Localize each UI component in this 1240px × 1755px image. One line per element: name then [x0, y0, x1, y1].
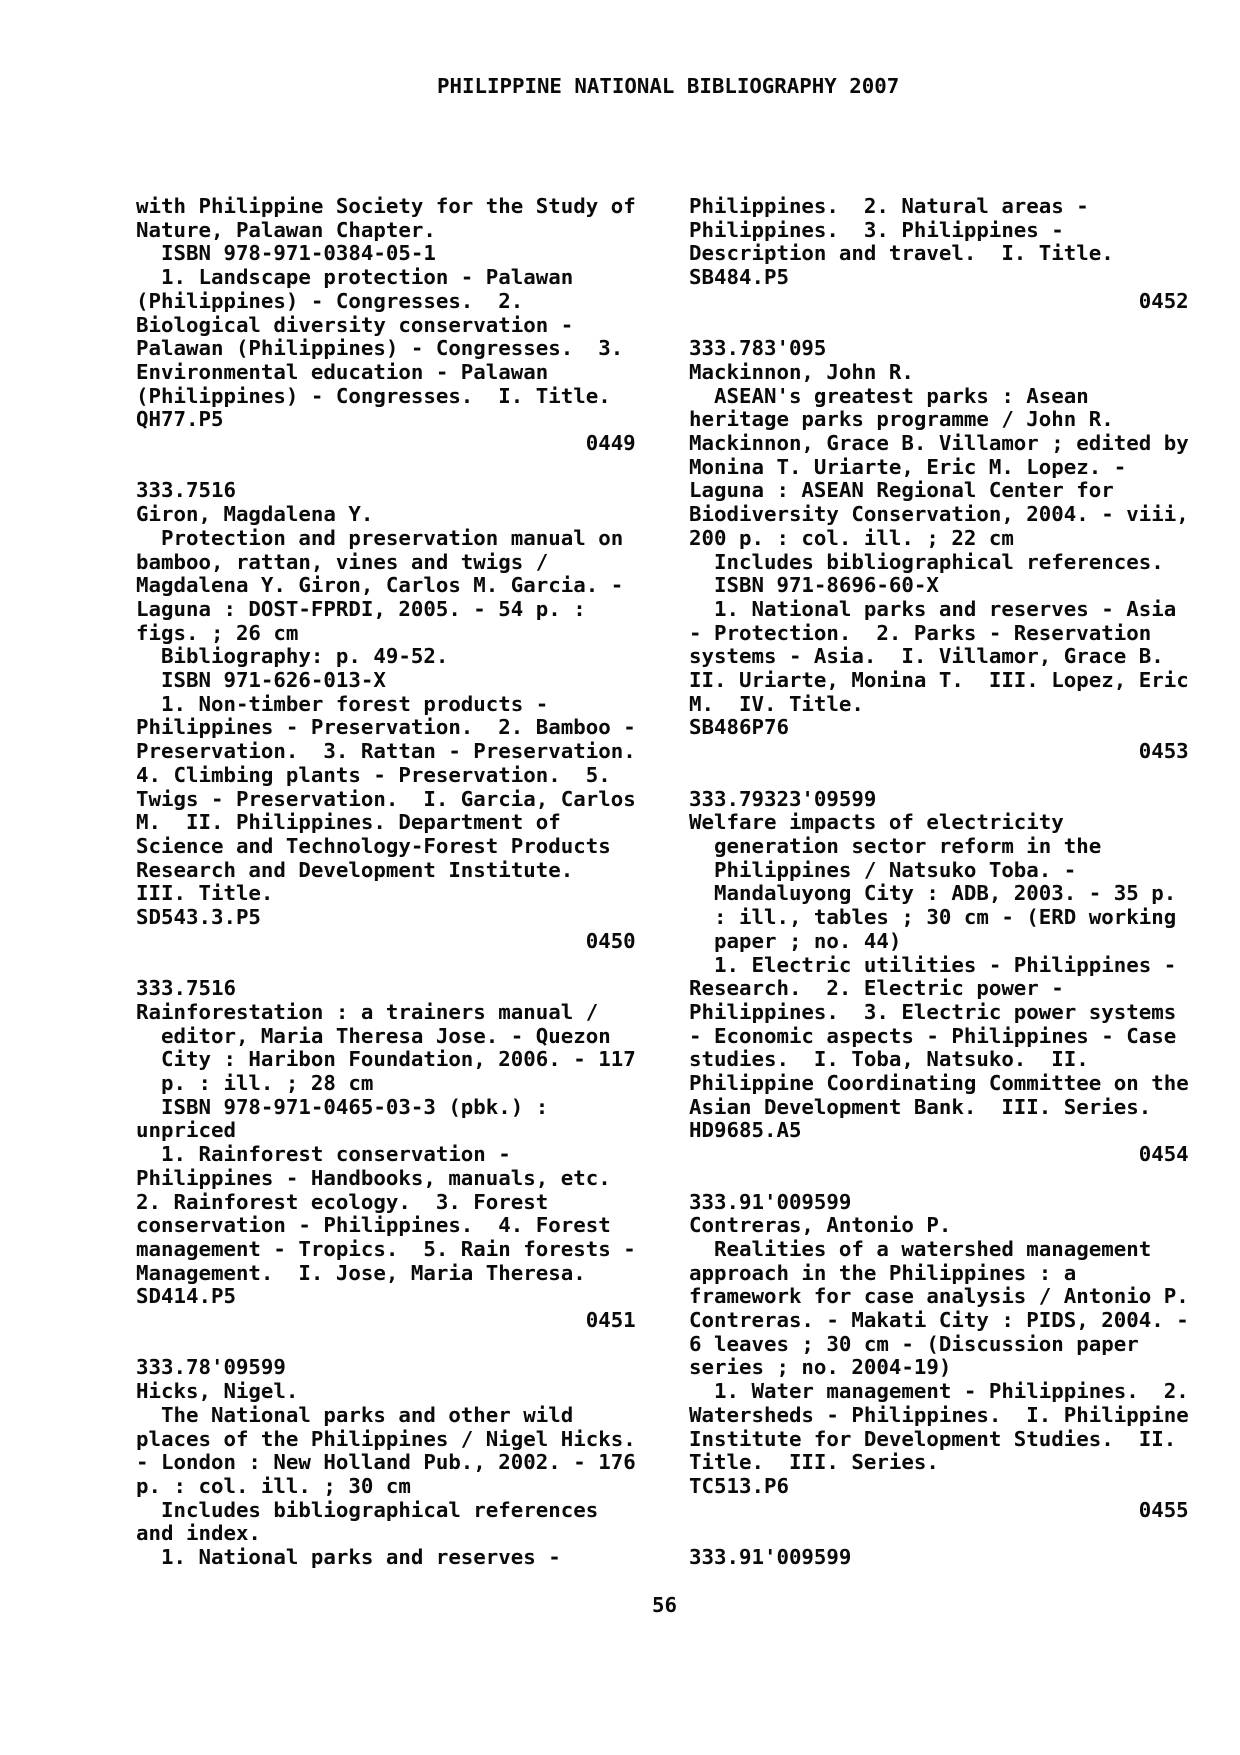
blank-line	[136, 456, 636, 480]
entry-text-line: figs. ; 26 cm	[136, 620, 299, 645]
bibliographic-entry	[136, 1356, 636, 1569]
entry-text-line: Philippines - Preservation. 2. Bamboo -	[136, 715, 636, 740]
entry-text-line: Laguna : DOST-FPRDI, 2005. - 54 p. :	[136, 596, 586, 621]
dewey-class-number: 333.7516	[136, 478, 236, 503]
bibliographic-entry	[689, 1191, 1189, 1547]
blank-line	[689, 1167, 1189, 1191]
entry-number: 0455	[1138, 1497, 1189, 1522]
entry-text-line: generation sector reform in the	[713, 833, 1102, 858]
entry-text-line: Philippines. 3. Philippines -	[689, 217, 1064, 242]
dewey-class-number: 333.7516	[136, 976, 236, 1001]
entry-text-line: p. : ill. ; 28 cm	[160, 1071, 374, 1096]
entry-text-line: - Protection. 2. Parks - Reservation	[689, 620, 1152, 645]
entry-text-line: - London : New Holland Pub., 2002. - 176	[136, 1450, 636, 1475]
entry-text-line: conservation - Philippines. 4. Forest	[136, 1213, 611, 1238]
entry-text-line: framework for case analysis / Antonio P.	[689, 1284, 1189, 1309]
entry-text-line: Research and Development Institute.	[136, 857, 574, 882]
entry-text-line: Watersheds - Philippines. I. Philippine	[689, 1402, 1189, 1427]
entry-text-line: 1. Water management - Philippines. 2.	[713, 1379, 1189, 1404]
entry-text-line: Mandaluyong City : ADB, 2003. - 35 p.	[713, 881, 1177, 906]
bibliographic-entry	[689, 195, 1189, 337]
bibliographic-entry	[136, 195, 636, 479]
entry-text-line: 200 p. : col. ill. ; 22 cm	[689, 525, 1014, 550]
entry-text-line: 6 leaves ; 30 cm - (Discussion paper	[689, 1331, 1139, 1356]
entry-text-line: M. IV. Title.	[689, 691, 864, 716]
bibliographic-entry	[689, 337, 1189, 787]
entry-text-line: editor, Maria Theresa Jose. - Quezon	[160, 1023, 611, 1048]
entry-text-line: Laguna : ASEAN Regional Center for	[689, 478, 1114, 503]
entry-text-line: Contreras, Antonio P.	[689, 1213, 952, 1238]
blank-line	[136, 954, 636, 978]
running-header-title: PHILIPPINE NATIONAL BIBLIOGRAPHY 2007	[437, 74, 900, 98]
entry-text-line: approach in the Philippines : a	[689, 1260, 1077, 1285]
dewey-class-number: 333.79323'09599	[689, 786, 877, 811]
entry-number: 0450	[585, 928, 636, 953]
entry-text-line: 2. Rainforest ecology. 3. Forest	[136, 1189, 549, 1214]
entry-text-line: ISBN 978-971-0384-05-1	[160, 241, 436, 266]
entry-number: 0453	[1138, 739, 1189, 764]
entry-text-line: City : Haribon Foundation, 2006. - 117	[160, 1047, 636, 1072]
call-number: SB486P76	[689, 715, 789, 740]
entry-text-line: Institute for Development Studies. II.	[689, 1426, 1177, 1451]
entry-text-line: Environmental education - Palawan	[136, 359, 549, 384]
entry-text-line: Description and travel. I. Title.	[689, 241, 1114, 266]
entry-text-line: 1. Landscape protection - Palawan	[160, 265, 574, 290]
entry-text-line: Philippine Coordinating Committee on the	[689, 1071, 1189, 1096]
entry-text-line: unpriced	[136, 1118, 236, 1143]
entry-text-line: Includes bibliographical references	[160, 1497, 599, 1522]
entry-text-line: Asian Development Bank. III. Series.	[689, 1094, 1152, 1119]
entry-text-line: Science and Technology-Forest Products	[136, 833, 611, 858]
entry-text-line: 1. Non-timber forest products -	[160, 691, 549, 716]
entry-text-line: (Philippines) - Congresses. I. Title.	[136, 383, 611, 408]
left-column	[136, 195, 636, 1570]
entry-text-line: 4. Climbing plants - Preservation. 5.	[136, 762, 611, 787]
entry-text-line: Title. III. Series.	[689, 1450, 939, 1475]
entry-text-line: heritage parks programme / John R.	[689, 407, 1114, 432]
entry-text-line: Realities of a watershed management	[713, 1236, 1152, 1261]
entry-number: 0454	[1138, 1142, 1189, 1167]
dewey-class-number: 333.78'09599	[136, 1355, 286, 1380]
entry-text-line: Mackinnon, John R.	[689, 359, 914, 384]
entry-text-line: II. Uriarte, Monina T. III. Lopez, Eric	[689, 668, 1189, 693]
entry-text-line: : ill., tables ; 30 cm - (ERD working	[713, 905, 1177, 930]
entry-text-line: Palawan (Philippines) - Congresses. 3.	[136, 336, 624, 361]
entry-text-line: The National parks and other wild	[160, 1402, 574, 1427]
entry-text-line: Research. 2. Electric power -	[689, 976, 1064, 1001]
entry-text-line: Contreras. - Makati City : PIDS, 2004. -	[689, 1308, 1189, 1333]
entry-text-line: ISBN 971-626-013-X	[160, 668, 386, 693]
entry-text-line: 1. Electric utilities - Philippines -	[713, 952, 1177, 977]
entry-text-line: 1. National parks and reserves -	[160, 1545, 561, 1570]
entry-text-line: Biodiversity Conservation, 2004. - viii,	[689, 502, 1189, 527]
blank-line	[689, 764, 1189, 788]
blank-line	[689, 314, 1189, 338]
blank-line	[689, 1522, 1189, 1546]
bibliographic-entry	[136, 977, 636, 1356]
entry-text-line: Giron, Magdalena Y.	[136, 502, 374, 527]
entry-text-line: Twigs - Preservation. I. Garcia, Carlos	[136, 786, 636, 811]
entry-text-line: M. II. Philippines. Department of	[136, 810, 561, 835]
entry-text-line: management - Tropics. 5. Rain forests -	[136, 1236, 636, 1261]
entry-number: 0451	[585, 1308, 636, 1333]
entry-text-line: Nature, Palawan Chapter.	[136, 217, 436, 242]
entry-text-line: Philippines. 3. Electric power systems	[689, 999, 1177, 1024]
entry-text-line: ISBN 971-8696-60-X	[713, 573, 939, 598]
entry-text-line: Philippines / Natsuko Toba. -	[713, 857, 1077, 882]
entry-text-line: Preservation. 3. Rattan - Preservation.	[136, 739, 636, 764]
entry-text-line: Bibliography: p. 49-52.	[160, 644, 449, 669]
call-number: TC513.P6	[689, 1473, 789, 1498]
entry-number: 0449	[585, 431, 636, 456]
entry-number: 0452	[1138, 288, 1189, 313]
entry-text-line: Welfare impacts of electricity	[689, 810, 1064, 835]
entry-text-line: (Philippines) - Congresses. 2.	[136, 288, 524, 313]
entry-text-line: III. Title.	[136, 881, 274, 906]
entry-text-line: bamboo, rattan, vines and twigs /	[136, 549, 549, 574]
call-number: HD9685.A5	[689, 1118, 802, 1143]
entry-text-line: Monina T. Uriarte, Eric M. Lopez. -	[689, 454, 1127, 479]
entry-text-line: Includes bibliographical references.	[713, 549, 1164, 574]
entry-text-line: Philippines. 2. Natural areas -	[689, 194, 1089, 218]
call-number: SD543.3.P5	[136, 905, 261, 930]
blank-line	[136, 1333, 636, 1357]
right-column	[689, 195, 1189, 1570]
entry-text-line: and index.	[136, 1521, 261, 1546]
entry-text-line: Rainforestation : a trainers manual /	[136, 999, 599, 1024]
entry-text-line: ASEAN's greatest parks : Asean	[713, 383, 1089, 408]
entry-text-line: Hicks, Nigel.	[136, 1379, 299, 1404]
entry-text-line: with Philippine Society for the Study of	[136, 194, 636, 218]
entry-text-line: Mackinnon, Grace B. Villamor ; edited by	[689, 431, 1189, 456]
entry-text-line: Management. I. Jose, Maria Theresa.	[136, 1260, 586, 1285]
entry-text-line: Philippines - Handbooks, manuals, etc.	[136, 1165, 611, 1190]
entry-text-line: ISBN 978-971-0465-03-3 (pbk.) :	[160, 1094, 549, 1119]
entry-text-line: studies. I. Toba, Natsuko. II.	[689, 1047, 1089, 1072]
entry-text-line: systems - Asia. I. Villamor, Grace B.	[689, 644, 1164, 669]
entry-text-line: Magdalena Y. Giron, Carlos M. Garcia. -	[136, 573, 624, 598]
entry-text-line: Biological diversity conservation -	[136, 312, 574, 337]
entry-text-line: - Economic aspects - Philippines - Case	[689, 1023, 1177, 1048]
call-number: QH77.P5	[136, 407, 224, 432]
dewey-class-number: 333.91'009599	[689, 1189, 852, 1214]
bibliographic-entry	[689, 788, 1189, 1191]
entry-text-line: 1. Rainforest conservation -	[160, 1142, 511, 1167]
entry-text-line: paper ; no. 44)	[713, 928, 902, 953]
dewey-class-number: 333.91'009599	[689, 1545, 852, 1570]
entry-text-line: Protection and preservation manual on	[160, 525, 624, 550]
entry-text-line: 1. National parks and reserves - Asia	[713, 596, 1177, 621]
call-number: SD414.P5	[136, 1284, 236, 1309]
entry-text-line: p. : col. ill. ; 30 cm	[136, 1473, 411, 1498]
entry-text-line: series ; no. 2004-19)	[689, 1355, 952, 1380]
entry-text-line: places of the Philippines / Nigel Hicks.	[136, 1426, 636, 1451]
call-number: SB484.P5	[689, 265, 789, 290]
bibliographic-entry	[136, 479, 636, 977]
page-number: 56	[652, 1593, 677, 1617]
bibliographic-entry	[689, 1546, 1189, 1570]
dewey-class-number: 333.783'095	[689, 336, 827, 361]
